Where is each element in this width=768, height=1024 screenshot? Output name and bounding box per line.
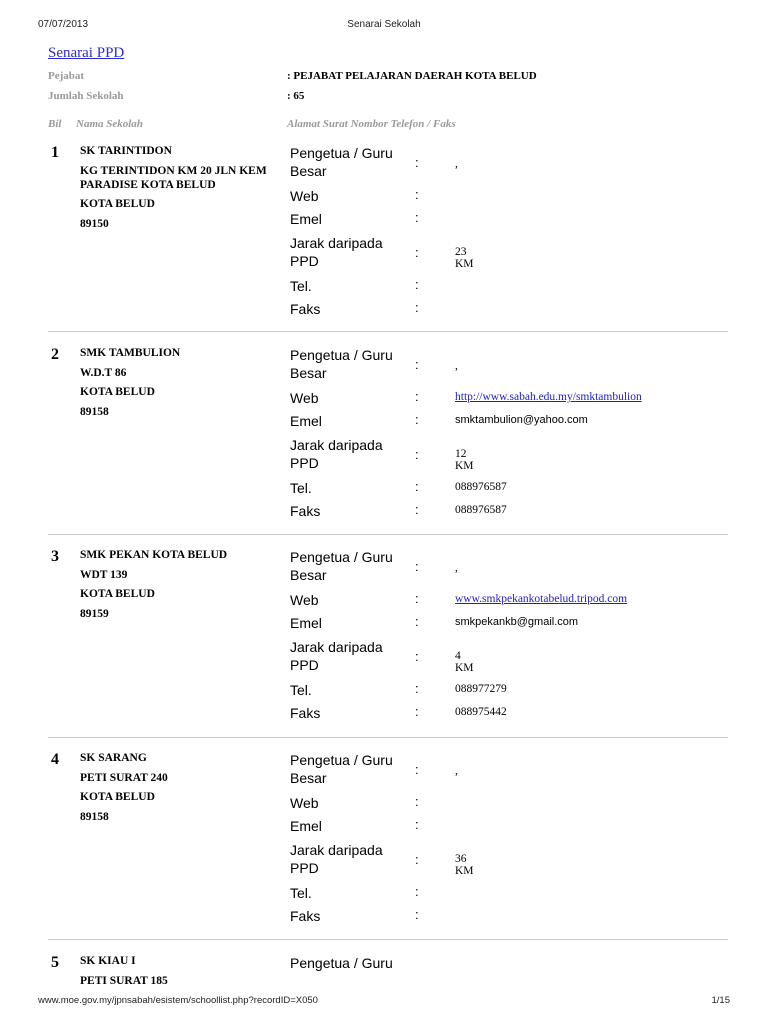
jarak-label: Jarak daripada PPD (290, 639, 383, 673)
colon: : (415, 762, 419, 777)
web-link[interactable]: http://www.sabah.edu.my/smktambulion (455, 391, 642, 403)
school-postcode: 89159 (80, 607, 109, 620)
colon: : (415, 591, 419, 606)
faks-label: Faks (290, 503, 321, 519)
school-entry (0, 346, 768, 546)
school-address: W.D.T 86 (80, 366, 127, 379)
school-postcode: 89158 (80, 810, 109, 823)
tel-value: 088976587 (455, 481, 507, 493)
footer-page-number: 1/15 (711, 995, 730, 1006)
school-town: KOTA BELUD (80, 588, 155, 600)
emel-label: Emel (290, 818, 322, 834)
pengetua-value: , (455, 562, 458, 574)
school-number: 1 (51, 144, 59, 161)
emel-value: smktambulion@yahoo.com (455, 414, 588, 426)
colon: : (415, 794, 419, 809)
pengetua-value: , (455, 360, 458, 372)
jarak-label: Jarak daripada PPD (290, 842, 383, 876)
divider (48, 737, 728, 738)
school-name: SMK PEKAN KOTA BELUD (80, 549, 228, 561)
divider (48, 331, 728, 332)
web-link[interactable]: www.smkpekankotabelud.tripod.com (455, 593, 628, 605)
colon: : (415, 559, 419, 574)
jumlah-sekolah-label: Jumlah Sekolah (48, 90, 124, 102)
pejabat-value: : PEJABAT PELAJARAN DAERAH KOTA BELUD (287, 70, 537, 82)
footer-url: www.moe.gov.my/jpnsabah/esistem/schoollist.php?recordID=X050 (38, 995, 318, 1006)
colon: : (415, 245, 419, 260)
pengetua-label: Pengetua / Guru Besar (290, 752, 393, 786)
faks-label: Faks (290, 301, 321, 317)
senarai-ppd-link[interactable]: Senarai PPD (48, 45, 125, 61)
emel-value: smkpekankb@gmail.com (455, 616, 579, 628)
colon: : (415, 357, 419, 372)
colon: : (415, 884, 419, 899)
faks-label: Faks (290, 705, 321, 721)
school-name: SMK TAMBULION (80, 347, 181, 359)
school-town: KOTA BELUD (80, 791, 155, 803)
school-entry (0, 751, 768, 951)
school-address: WDT 139 (80, 568, 128, 581)
school-postcode: 89150 (80, 217, 109, 230)
colon: : (415, 277, 419, 292)
colon: : (415, 389, 419, 404)
school-town: KOTA BELUD (80, 198, 155, 210)
school-entry (0, 954, 768, 990)
column-alamat: Alamat Surat Nombor Telefon / Faks (287, 118, 456, 130)
school-town: KOTA BELUD (80, 386, 155, 398)
colon: : (415, 479, 419, 494)
tel-value: 088977279 (455, 683, 507, 695)
pejabat-label: Pejabat (48, 70, 85, 82)
pengetua-label: Pengetua / Guru (290, 955, 393, 971)
web-label: Web (290, 795, 319, 811)
school-entry (0, 548, 768, 748)
web-label: Web (290, 592, 319, 608)
jumlah-sekolah-value: : 65 (287, 90, 305, 102)
school-number: 5 (51, 954, 59, 971)
colon: : (415, 300, 419, 315)
school-address: PETI SURAT 240 (80, 771, 168, 784)
school-address: PETI SURAT 185 (80, 974, 168, 987)
jarak-label: Jarak daripada PPD (290, 235, 383, 269)
colon: : (415, 704, 419, 719)
school-name: SK KIAU I (80, 955, 136, 967)
column-bil: Bil (48, 118, 62, 130)
school-address: KG TERINTIDON KM 20 JLN KEM PARADISE KOTA BELUD (80, 164, 267, 191)
tel-label: Tel. (290, 278, 312, 294)
print-date: 07/07/2013 (38, 19, 89, 30)
colon: : (415, 681, 419, 696)
faks-value: 088975442 (455, 706, 507, 718)
tel-label: Tel. (290, 885, 312, 901)
school-name: SK TARINTIDON (80, 145, 172, 157)
emel-label: Emel (290, 615, 322, 631)
school-number: 4 (51, 751, 59, 768)
school-postcode: 89158 (80, 405, 109, 418)
tel-label: Tel. (290, 480, 312, 496)
jarak-value: 23 KM (455, 246, 474, 270)
school-name: SK SARANG (80, 752, 147, 764)
colon: : (415, 502, 419, 517)
colon: : (415, 852, 419, 867)
print-title: Senarai Sekolah (347, 19, 421, 30)
faks-label: Faks (290, 908, 321, 924)
jarak-value: 36 KM (455, 853, 474, 877)
colon: : (415, 447, 419, 462)
colon: : (415, 412, 419, 427)
colon: : (415, 187, 419, 202)
pengetua-label: Pengetua / Guru Besar (290, 549, 393, 583)
school-number: 2 (51, 346, 59, 363)
school-entry (0, 144, 768, 344)
colon: : (415, 614, 419, 629)
divider (48, 534, 728, 535)
column-nama-sekolah: Nama Sekolah (76, 118, 143, 130)
faks-value: 088976587 (455, 504, 507, 516)
colon: : (415, 907, 419, 922)
jarak-label: Jarak daripada PPD (290, 437, 383, 471)
emel-label: Emel (290, 211, 322, 227)
jarak-value: 12 KM (455, 448, 474, 472)
school-number: 3 (51, 548, 59, 565)
tel-label: Tel. (290, 682, 312, 698)
web-label: Web (290, 188, 319, 204)
colon: : (415, 817, 419, 832)
pengetua-value: , (455, 765, 458, 777)
emel-label: Emel (290, 413, 322, 429)
colon: : (415, 155, 419, 170)
pengetua-label: Pengetua / Guru Besar (290, 145, 393, 179)
colon: : (415, 210, 419, 225)
web-label: Web (290, 390, 319, 406)
pengetua-value: , (455, 158, 458, 170)
divider (48, 939, 728, 940)
pengetua-label: Pengetua / Guru Besar (290, 347, 393, 381)
colon: : (415, 649, 419, 664)
jarak-value: 4 KM (455, 650, 474, 674)
